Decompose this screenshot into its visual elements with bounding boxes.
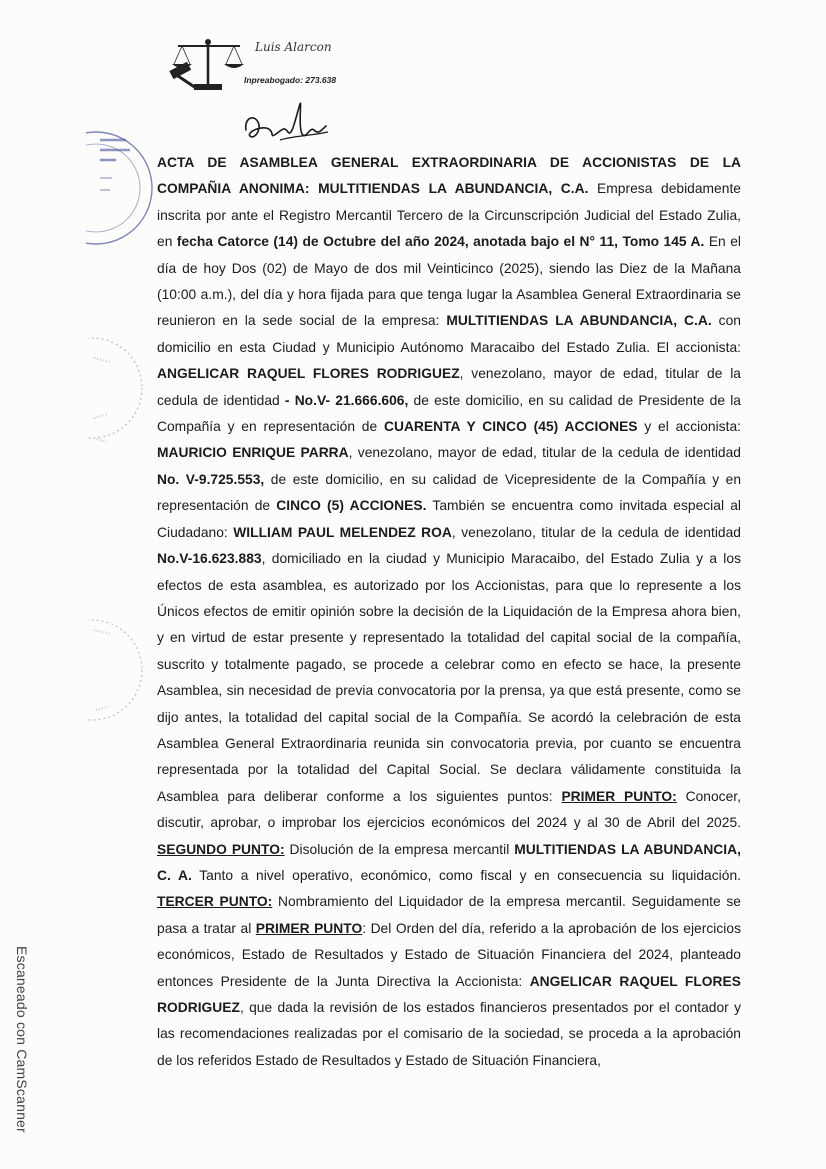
- shareholder-name: ANGELICAR RAQUEL FLORES RODRIGUEZ: [157, 973, 741, 1015]
- lawyer-registration: Inpreabogado: 273.638: [244, 75, 337, 85]
- company-name: MULTITIENDAS LA ABUNDANCIA, C.A.: [446, 313, 712, 329]
- body-text: , domiciliado en la ciudad y Municipio Maracaibo, del Estado Zulia y a los efectos de esta asamblea, es autorizado por los Accionistas, para que lo represente a los Únicos efectos de emitir opinión sobre la decisión de la Liquidación de la Empresa ahora bien, y en virtud de estar presente y representado la totalidad del capital social de la compañía, suscrito y totalmente pagado, se procede a celebrar como en efecto se hace, la presente Asamblea, sin necesidad de previa convocatoria por la prensa, ya que está presente, como se dijo antes, la totalidad del capital social de la Compañía. Se acordó la celebración de esta Asamblea General Extraordinaria reunida sin convocatoria previa, por cuanto se encuentra representada por la totalidad del Capital Social. Se declara válidamente constituida la Asamblea para deliberar conforme a los siguientes puntos:: [157, 551, 741, 804]
- shareholder-name: ANGELICAR RAQUEL FLORES RODRIGUEZ: [157, 366, 460, 382]
- scanner-watermark: Escaneado con CamScanner: [14, 946, 30, 1133]
- seal-stamp-icon: [86, 120, 164, 270]
- scales-of-justice-icon: [168, 36, 246, 94]
- id-number: No. V-9.725.553,: [157, 471, 265, 487]
- signature-icon: [240, 96, 332, 148]
- body-text: y el accionista:: [637, 419, 741, 435]
- body-text: También se encuentra como invitada especial al Ciudadano:: [157, 498, 741, 540]
- body-text: , que dada la revisión de los estados financieros presentados por el contador y las recomendaciones realizadas por el comisario de la sociedad, se proceda a la aprobación de los referidos Estado de Resultados y Estado de Situación Financiera,: [157, 1000, 741, 1068]
- faded-seal-icon: [88, 318, 144, 468]
- id-number: - No.V- 21.666.606,: [284, 392, 409, 408]
- document-paragraph: [157, 150, 741, 1074]
- lawyer-name: Luis Alarcon: [255, 40, 332, 54]
- body-text: Nombramiento del Liquidador de la empresa mercantil. Seguidamente se pasa a tratar al: [157, 894, 742, 936]
- share-count: CINCO (5) ACCIONES.: [276, 498, 427, 514]
- agenda-point-label: PRIMER PUNTO: [255, 920, 363, 936]
- body-text: Disolución de la empresa mercantil: [284, 841, 515, 857]
- document-body: [157, 150, 741, 1074]
- guest-name: WILLIAM PAUL MELENDEZ ROA: [233, 524, 452, 540]
- body-text: , venezolano, titular de la cedula de identidad: [451, 524, 742, 540]
- body-text: , venezolano, mayor de edad, titular de la cedula de identidad: [348, 445, 741, 461]
- id-number: No.V-16.623.883: [157, 551, 262, 567]
- body-text: de este domicilio, en su calidad de Presidente de la Compañía y en representación de: [157, 392, 742, 435]
- shareholder-name: MAURICIO ENRIQUE PARRA: [157, 445, 349, 461]
- document-title: ACTA DE ASAMBLEA GENERAL EXTRAORDINARIA DE ACCIONISTAS DE LA COMPAÑIA ANONIMA: MULTITIENDAS LA ABUNDANCIA, C.A.: [157, 155, 741, 197]
- share-count: CUARENTA Y CINCO (45) ACCIONES: [383, 419, 638, 435]
- body-text: , venezolano, mayor de edad, titular de la cedula de identidad: [157, 366, 741, 408]
- body-text: de este domicilio, en su calidad de Vicepresidente de la Compañía y en representación de: [157, 471, 742, 514]
- registry-date: fecha Catorce (14) de Octubre del año 2024, anotada bajo el N° 11, Tomo 145 A.: [176, 234, 705, 250]
- company-name: MULTITIENDAS LA ABUNDANCIA, C. A.: [157, 841, 741, 883]
- body-text: Empresa debidamente inscrita por ante el Registro Mercantil Tercero de la Circunscripción Judicial del Estado Zulia, en: [157, 181, 741, 250]
- body-text: Tanto a nivel operativo, económico, como fiscal y en consecuencia su liquidación.: [191, 867, 741, 883]
- faded-seal-icon: [88, 600, 144, 750]
- body-text: Conocer, discutir, aprobar, o improbar los ejercicios económicos del 2024 y al 30 de Abril del 2025.: [157, 788, 741, 831]
- body-text: con domicilio en esta Ciudad y Municipio Autónomo Maracaibo del Estado Zulia. El accionista:: [157, 313, 741, 355]
- agenda-point-label: TERCER PUNTO:: [157, 894, 273, 910]
- body-text: En el día de hoy Dos (02) de Mayo de dos mil Veinticinco (2025), siendo las Diez de la Mañana (10:00 a.m.), del día y hora fijada para que tenga lugar la Asamblea General Extraordinaria se reunieron en la sede social de la empresa:: [157, 234, 741, 329]
- body-text: : Del Orden del día, referido a la aprobación de los ejercicios económicos, Estado de Resultados y Estado de Situación Financiera del 2024, planteado entonces Presidente de la Junta Directiva la Accionista:: [157, 920, 741, 989]
- agenda-point-label: PRIMER PUNTO:: [561, 788, 677, 804]
- agenda-point-label: SEGUNDO PUNTO:: [157, 841, 285, 857]
